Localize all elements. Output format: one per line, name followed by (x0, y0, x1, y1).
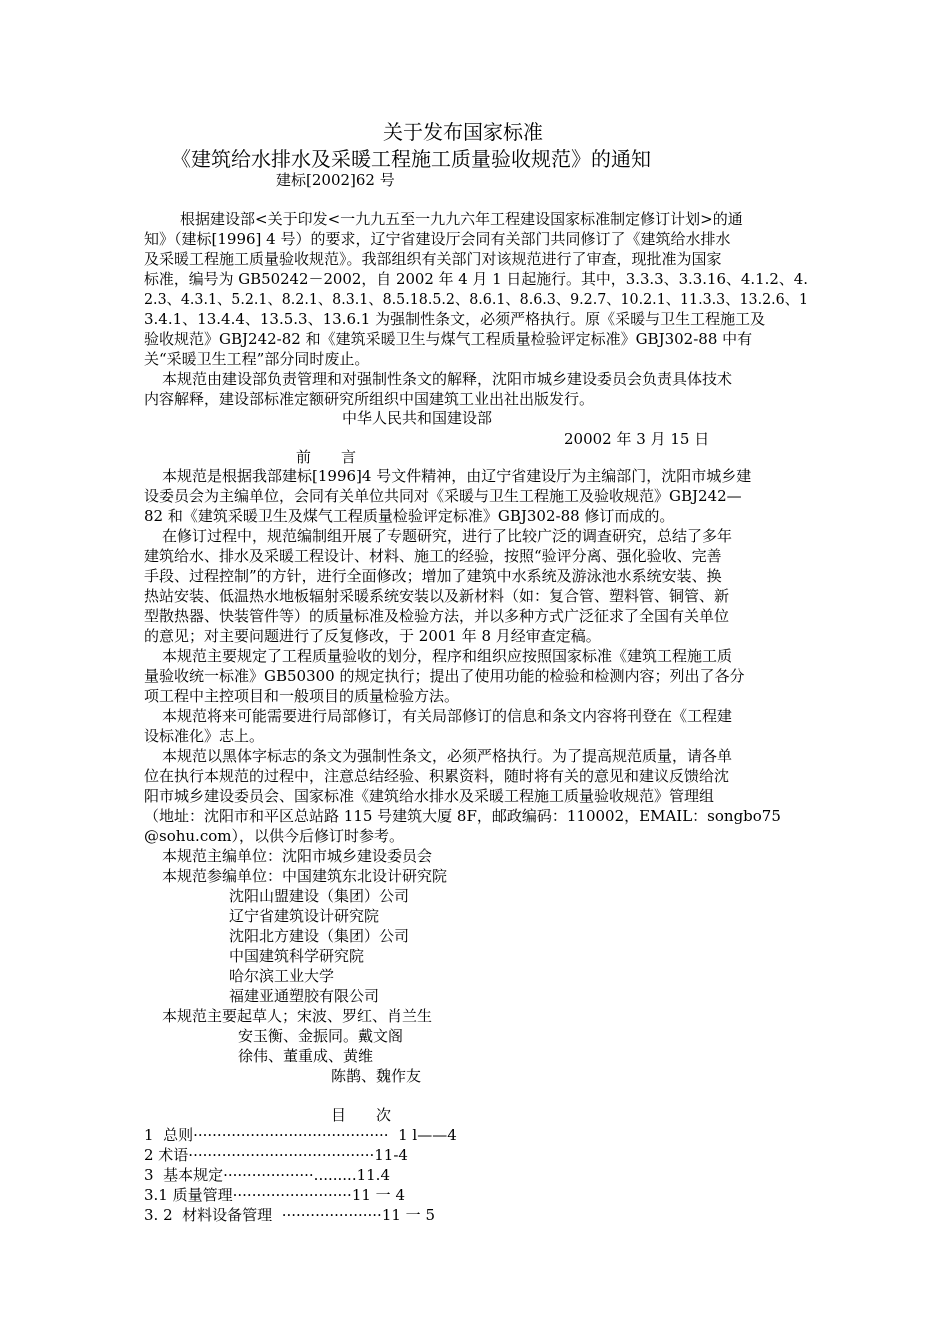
notice-para1-line: 知》（建标[1996] 4 号）的要求，辽宁省建设厅会同有关部门共同修订了《建筑给水排水 (144, 230, 731, 248)
preface-line: 手段、过程控制”的方针，进行全面修改；增加了建筑中水系统及游泳池水系统安装、换 (144, 567, 722, 585)
notice-para1-line: 关“采暖卫生工程”部分同时废止。 (144, 350, 370, 368)
preface-heading: 前 言 (296, 448, 357, 466)
preface-line: 建筑给水、排水及采暖工程设计、材料、施工的经验，按照“验评分离、强化验收、完善 (144, 547, 722, 565)
preface-line: 的意见；对主要问题进行了反复修改，于 2001 年 8 月经审查定稿。 (144, 627, 601, 645)
drafters-label: 本规范主要起草人；宋波、罗红、肖兰生 (162, 1007, 433, 1025)
toc-entry[interactable]: 2 术语·······································11-4 (144, 1146, 408, 1164)
preface-line: 设委员会为主编单位，会同有关单位共同对《采暖与卫生工程施工及验收规范》GBJ242— (144, 487, 742, 505)
notice-title-line2: 《建筑给水排水及采暖工程施工质量验收规范》的通知 (171, 147, 651, 171)
drafter-line: 安玉衡、金振同。戴文阁 (238, 1027, 404, 1045)
co-editor: 哈尔滨工业大学 (229, 967, 335, 985)
notice-title-line1: 关于发布国家标准 (383, 120, 543, 144)
notice-para1-line: 验收规范》GBJ242-82 和《建筑采暖卫生与煤气工程质量检验评定标准》GBJ302-88 中有 (144, 330, 753, 348)
notice-para1-line: 标准，编号为 GB50242－2002，自 2002 年 4 月 1 日起施行。其中，3.3.3、3.3.16、4.1.2、4. (144, 270, 808, 288)
toc-entry[interactable]: 3 基本规定···················.........11.4 (144, 1166, 390, 1184)
preface-line: 阳市城乡建设委员会、国家标准《建筑给水排水及采暖工程施工质量验收规范》管理组 (144, 787, 715, 805)
toc-entry[interactable]: 3. 2 材料设备管理 ·····················11 一 5 (144, 1206, 435, 1224)
co-editor: 福建亚通塑胶有限公司 (229, 987, 380, 1005)
preface-line: （地址：沈阳市和平区总站路 115 号建筑大厦 8F，邮政编码：110002，EMAIL：songbo75 (144, 807, 781, 825)
notice-para1-line: 根据建设部<关于印发<一九九五至一九九六年工程建设国家标准制定修订计划>的通 (180, 210, 743, 228)
co-editor: 沈阳北方建设（集团）公司 (229, 927, 410, 945)
preface-line: 在修订过程中，规范编制组开展了专题研究，进行了比较广泛的调查研究，总结了多年 (162, 527, 733, 545)
co-editor: 中国建筑科学研究院 (229, 947, 365, 965)
co-editor: 沈阳山盟建设（集团）公司 (229, 887, 410, 905)
preface-line: 项工程中主控项目和一般项目的质量检验方法。 (144, 687, 460, 705)
preface-line: 设标准化》志上。 (144, 727, 265, 745)
toc-entry[interactable]: 3.1 质量管理·························11 一 4 (144, 1186, 405, 1204)
preface-line: @sohu.com），以供今后修订时参考。 (144, 827, 404, 845)
preface-line: 型散热器、快装管件等）的质量标准及检验方法，并以多种方式广泛征求了全国有关单位 (144, 607, 730, 625)
preface-line: 本规范将来可能需要进行局部修订，有关局部修订的信息和条文内容将刊登在《工程建 (162, 707, 733, 725)
notice-para1-line: 3.4.1、13.4.4、13.5.3、13.6.1 为强制性条文，必须严格执行。原《采暖与卫生工程施工及 (144, 310, 766, 328)
notice-para2-line: 本规范由建设部负责管理和对强制性条文的解释，沈阳市城乡建设委员会负责具体技术 (162, 370, 733, 388)
preface-line: 82 和《建筑采暖卫生及煤气工程质量检验评定标准》GBJ302-88 修订而成的。 (144, 507, 675, 525)
issuer: 中华人民共和国建设部 (342, 409, 493, 427)
preface-line: 本规范主要规定了工程质量验收的划分，程序和组织应按照国家标准《建筑工程施工质 (162, 647, 733, 665)
chief-editor: 本规范主编单位：沈阳市城乡建设委员会 (162, 847, 433, 865)
notice-para2-line: 内容解释，建设部标准定额研究所组织中国建筑工业出社出版发行。 (144, 390, 595, 408)
preface-line: 位在执行本规范的过程中，注意总结经验、积累资料，随时将有关的意见和建议反馈给沈 (144, 767, 730, 785)
co-editors-label: 本规范参编单位：中国建筑东北设计研究院 (162, 867, 448, 885)
issue-date: 20002 年 3 月 15 日 (564, 430, 710, 448)
notice-para1-line: 2.3、4.3.1、5.2.1、8.2.1、8.3.1、8.5.18.5.2、8.6.1、8.6.3、9.2.7、10.2.1、11.3.3、13.2.6、1 (144, 290, 808, 308)
preface-line: 热站安装、低温热水地板辐射采暖系统安装以及新材料（如：复合管、塑料管、铜管、新 (144, 587, 730, 605)
drafter-line: 徐伟、董重成、黄维 (238, 1047, 374, 1065)
co-editor: 辽宁省建筑设计研究院 (229, 907, 380, 925)
drafter-line: 陈鹊、魏作友 (331, 1067, 422, 1085)
toc-heading: 目 次 (331, 1106, 392, 1124)
toc-entry[interactable]: 1 总则········································· 1 l——4 (144, 1126, 457, 1144)
document-number: 建标[2002]62 号 (276, 171, 395, 189)
preface-line: 本规范是根据我部建标[1996]4 号文件精神，由辽宁省建设厅为主编部门，沈阳市城乡建 (162, 467, 752, 485)
preface-line: 量验收统一标准》GB50300 的规定执行；提出了使用功能的检验和检测内容；列出了各分 (144, 667, 745, 685)
preface-line: 本规范以黑体字标志的条文为强制性条文，必须严格执行。为了提高规范质量，请各单 (162, 747, 733, 765)
notice-para1-line: 及采暖工程施工质量验收规范》。我部组织有关部门对该规范进行了审查，现批准为国家 (144, 250, 722, 268)
